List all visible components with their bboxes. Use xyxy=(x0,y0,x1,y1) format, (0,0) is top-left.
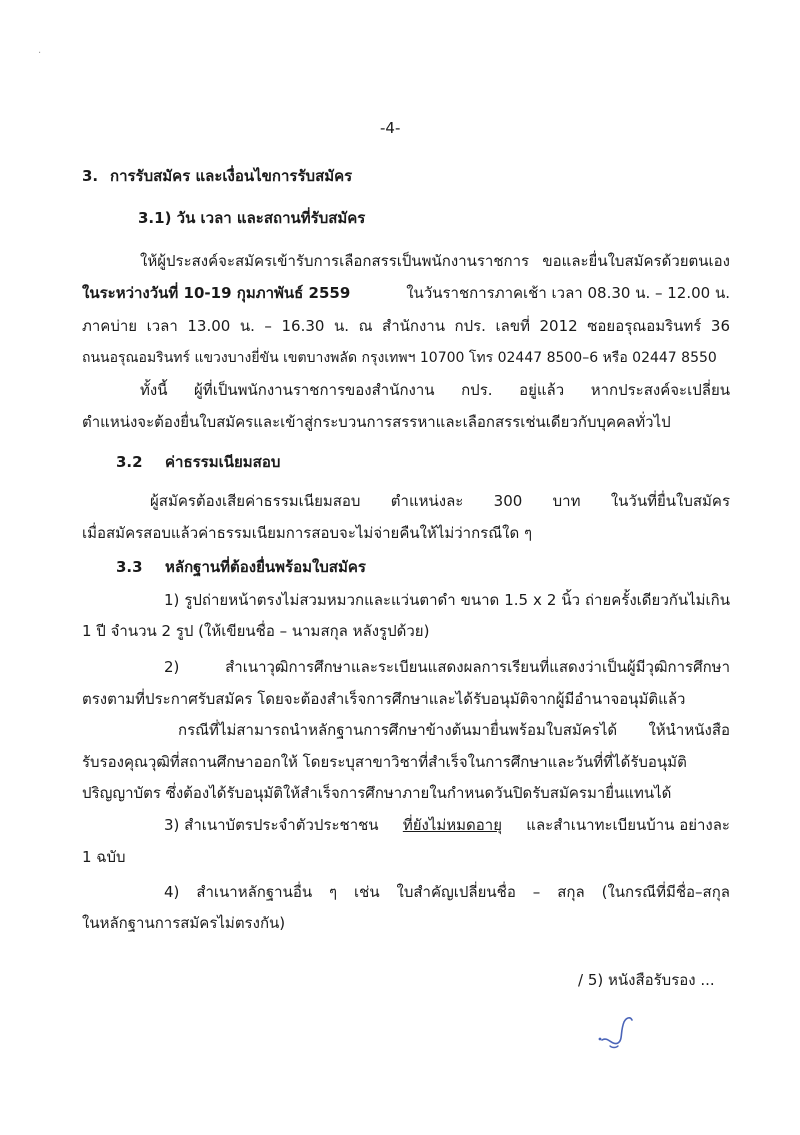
heading-3-2: ค่าธรรมเนียมสอบ xyxy=(165,453,281,471)
s32-line2: เมื่อสมัครสอบแล้วค่าธรรมเนียมการสอบจะไม่จ่ายคืนให้ไม่ว่ากรณีใด ๆ xyxy=(82,524,533,542)
s32-line1: ผู้สมัครต้องเสียค่าธรรมเนียมสอบ ตำแหน่งละ 300 บาท ในวันที่ยื่นใบสมัคร xyxy=(150,492,730,510)
item1-line1: 1) รูปถ่ายหน้าตรงไม่สวมหมวกและแว่นตาดำ ขนาด 1.5 x 2 นิ้ว ถ่ายครั้งเดียวกันไม่เกิน xyxy=(164,591,730,609)
heading-3-3-num: 3.3 xyxy=(116,558,143,576)
page-number: -4- xyxy=(380,119,401,137)
item2-line3: กรณีที่ไม่สามารถนำหลักฐานการศึกษาข้างต้นมายื่นพร้อมใบสมัครได้ ให้นำหนังสือ xyxy=(178,721,730,739)
section-number: 3. xyxy=(82,167,99,185)
item4-line1: 4) สำเนาหลักฐานอื่น ๆ เช่น ใบสำคัญเปลี่ยนชื่อ – สกุล (ในกรณีที่มีชื่อ–สกุล xyxy=(164,883,730,901)
application-dates: ในระหว่างวันที่ 10-19 กุมภาพันธ์ 2559 xyxy=(82,284,351,302)
s31-p2-line1: ทั้งนี้ ผู้ที่เป็นพนักงานราชการของสำนักงาน กปร. อยู่แล้ว หากประสงค์จะเปลี่ยน xyxy=(140,381,730,399)
item2-line4: รับรองคุณวุฒิที่สถานศึกษาออกให้ โดยระบุสาขาวิชาที่สำเร็จในการศึกษาและวันที่ที่ได้รับอนุมัติ xyxy=(82,753,687,771)
office-hours-morning: ในวันราชการภาคเช้า เวลา 08.30 น. – 12.00 น. xyxy=(406,284,730,302)
s31-p1-line4: ถนนอรุณอมรินทร์ แขวงบางยี่ขัน เขตบางพลัด กรุงเทพฯ 10700 โทร 02447 8500–6 หรือ 02447 8550 xyxy=(82,350,717,366)
item4-line2: ในหลักฐานการสมัครไม่ตรงกัน) xyxy=(82,914,286,932)
section-title: การรับสมัคร และเงื่อนไขการรับสมัคร xyxy=(110,167,353,185)
item3-underlined: ที่ยังไม่หมดอายุ xyxy=(402,816,503,834)
scan-mark: · xyxy=(38,48,42,59)
item2-line1: 2) สำเนาวุฒิการศึกษาและระเบียนแสดงผลการเรียนที่แสดงว่าเป็นผู้มีวุฒิการศึกษา xyxy=(164,658,730,676)
signature-initials xyxy=(590,1010,640,1055)
item1-line2: 1 ปี จำนวน 2 รูป (ให้เขียนชื่อ – นามสกุล หลังรูปด้วย) xyxy=(82,622,430,640)
item3-text-b: และสำเนาทะเบียนบ้าน อย่างละ xyxy=(526,816,730,834)
s31-p1-line3: ภาคบ่าย เวลา 13.00 น. – 16.30 น. ณ สำนักงาน กปร. เลขที่ 2012 ซอยอรุณอมรินทร์ 36 xyxy=(82,317,730,335)
item2-line5: ปริญญาบัตร ซึ่งต้องได้รับอนุมัติให้สำเร็จการศึกษาภายในกำหนดวันปิดรับสมัครมายื่นแทนได้ xyxy=(82,784,672,802)
heading-3-3: หลักฐานที่ต้องยื่นพร้อมใบสมัคร xyxy=(165,558,366,576)
s31-p1-line2 xyxy=(82,283,730,303)
continuation-note: / 5) หนังสือรับรอง ... xyxy=(578,971,715,989)
item3-line2: 1 ฉบับ xyxy=(82,848,126,866)
s31-p2-line2: ตำแหน่งจะต้องยื่นใบสมัครและเข้าสู่กระบวนการสรรหาและเลือกสรรเช่นเดียวกับบุคคลทั่วไป xyxy=(82,413,671,431)
item3-line1 xyxy=(164,815,730,835)
item3-text-a: 3) สำเนาบัตรประจำตัวประชาชน xyxy=(164,816,379,834)
heading-3-2-num: 3.2 xyxy=(116,453,143,471)
s31-p1-line1: ให้ผู้ประสงค์จะสมัครเข้ารับการเลือกสรรเป็นพนักงานราชการ ขอและยื่นใบสมัครด้วยตนเอง xyxy=(140,252,730,270)
heading-3-1: 3.1) วัน เวลา และสถานที่รับสมัคร xyxy=(138,209,366,227)
item2-line2: ตรงตามที่ประกาศรับสมัคร โดยจะต้องสำเร็จการศึกษาและได้รับอนุมัติจากผู้มีอำนาจอนุมัติแล้ว xyxy=(82,690,686,708)
